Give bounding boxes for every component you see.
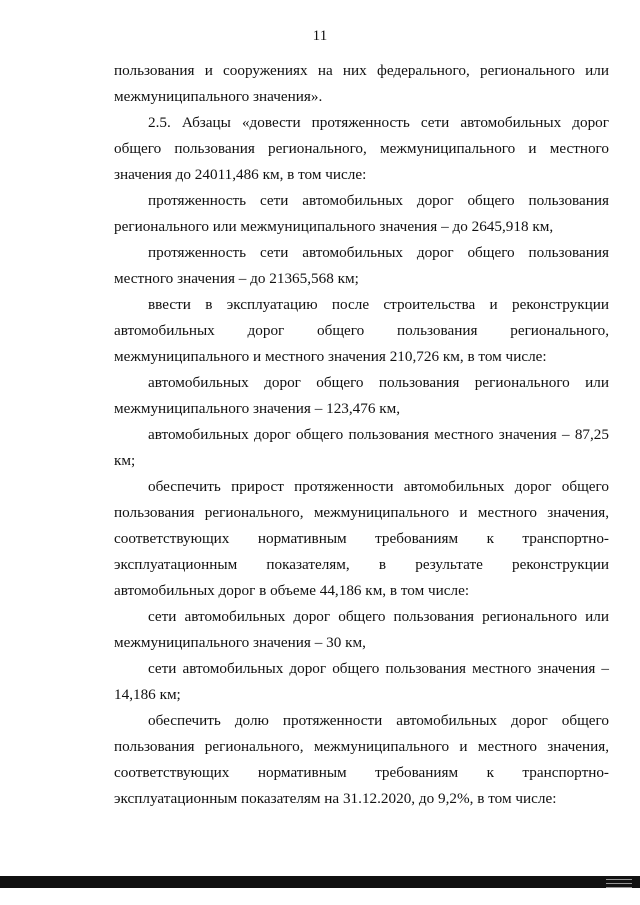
paragraph-1: пользования и сооружениях на них федерального, регионального или межмуниципального значения».	[114, 62, 609, 105]
paragraph-3: протяженность сети автомобильных дорог общего пользования регионального или межмуниципального значения – до 2645,918 км,	[114, 192, 609, 235]
paragraph-4: протяженность сети автомобильных дорог общего пользования местного значения – до 21365,568 км;	[114, 244, 609, 287]
paragraph-9: сети автомобильных дорог общего пользования регионального или межмуниципального значения – 30 км,	[114, 608, 609, 651]
paragraph-6: автомобильных дорог общего пользования регионального или межмуниципального значения – 123,476 км,	[114, 374, 609, 417]
paragraph-5: ввести в эксплуатацию после строительства и реконструкции автомобильных дорог общего пользования регионального, межмуниципального и местного значения 210,726 км, в том числе:	[114, 296, 609, 365]
scan-edge-band	[0, 876, 640, 888]
document-body	[114, 58, 609, 812]
paragraph-7: автомобильных дорог общего пользования местного значения – 87,25 км;	[114, 426, 609, 469]
paragraph-8: обеспечить прирост протяженности автомобильных дорог общего пользования регионального, межмуниципального и местного значения, соответствующих нормативным требованиям к транспортно-эксплуатационным показателям, в результате реконструкции автомобильных дорог в объеме 44,186 км, в том числе:	[114, 478, 609, 599]
paragraph-2: 2.5. Абзацы «довести протяженность сети автомобильных дорог общего пользования регионального, межмуниципального и местного значения до 24011,486 км, в том числе:	[114, 114, 609, 183]
page-number: 11	[312, 28, 328, 44]
paragraph-10: сети автомобильных дорог общего пользования местного значения – 14,186 км;	[114, 660, 609, 703]
paragraph-11: обеспечить долю протяженности автомобильных дорог общего пользования регионального, межмуниципального и местного значения, соответствующих нормативным требованиям к транспортно-эксплуатационным показателям на 31.12.2020, до 9,2%, в том числе:	[114, 712, 609, 807]
